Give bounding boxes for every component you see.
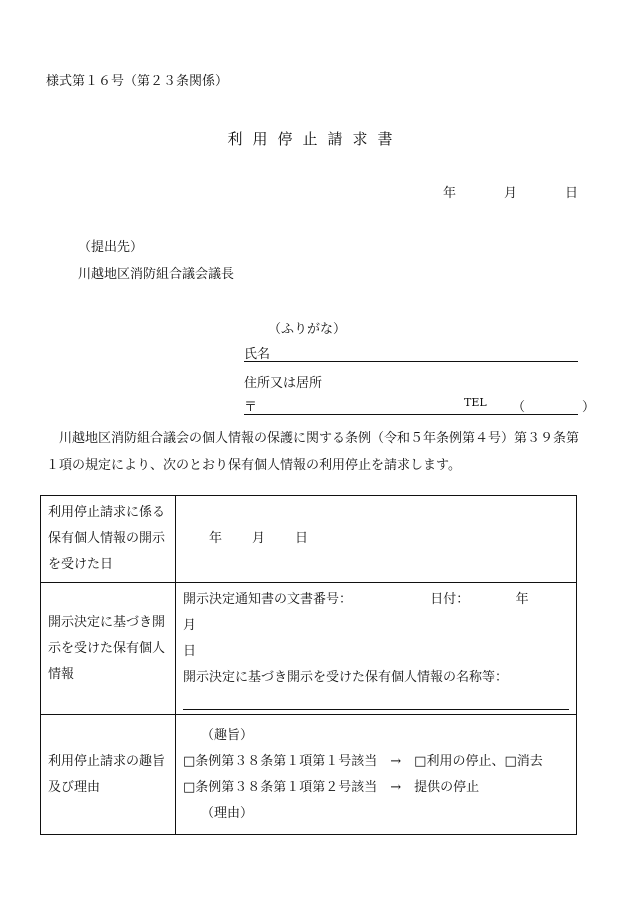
disclosed-info-label: 開示決定に基づき開示を受けた保有個人情報: [41, 583, 176, 715]
request-table: [40, 495, 577, 835]
name-label: 氏名: [244, 347, 271, 362]
purpose-label: （趣旨）: [201, 727, 254, 743]
row1-month: 月: [252, 531, 266, 546]
table-row: [41, 715, 577, 835]
table-row: [41, 583, 577, 715]
date-month-label: 月: [503, 186, 517, 201]
tel-label: TEL: [464, 396, 487, 409]
reason-label: （理由）: [201, 805, 254, 821]
request-statement: 川越地区消防組合議会の個人情報の保護に関する条例（令和５年条例第４号）第３９条第１項の規定により、次のとおり保有個人情報の利用停止を請求します。: [46, 431, 580, 473]
page-title: 利用停止請求書: [227, 130, 403, 148]
disclosure-date-field[interactable]: [176, 496, 577, 583]
option-2[interactable]: □条例第３８条第１項第２号該当 → 提供の停止: [183, 779, 480, 795]
recipient-name: 川越地区消防組合議会議長: [78, 267, 235, 282]
date-line: [443, 182, 578, 201]
row1-year: 年: [209, 531, 223, 546]
furigana-label: （ふりがな）: [268, 322, 347, 337]
name-field[interactable]: [244, 343, 578, 362]
row2-month: 月: [183, 618, 197, 633]
date-day-label: 日: [564, 186, 578, 201]
option-1[interactable]: □条例第３８条第１項第１号該当 → □利用の停止、□消去: [183, 753, 543, 769]
postal-mark: 〒: [244, 400, 258, 415]
purpose-reason-label: 利用停止請求の趣旨及び理由: [41, 715, 176, 835]
disclosure-date-label: 利用停止請求に係る保有個人情報の開示を受けた日: [41, 496, 176, 583]
tel-paren: （ ）: [512, 400, 618, 415]
doc-number-label: 開示決定通知書の文書番号：: [183, 592, 353, 607]
row2-day: 日: [183, 644, 197, 659]
address-field[interactable]: [244, 396, 618, 415]
row1-day: 日: [295, 531, 309, 546]
recipient-label: （提出先）: [78, 240, 144, 255]
info-name-line: [183, 695, 569, 710]
table-row: [41, 496, 577, 583]
address-label: 住所又は居所: [244, 376, 323, 391]
purpose-reason-field[interactable]: [176, 715, 577, 835]
info-name-label: 開示決定に基づき開示を受けた保有個人情報の名称等：: [183, 670, 509, 685]
date-year-label: 年: [442, 186, 456, 201]
row2-year: 年: [515, 592, 529, 607]
form-number: 様式第１６号（第２３条関係）: [46, 74, 229, 89]
date-label: 日付：: [430, 592, 470, 607]
disclosed-info-field[interactable]: [176, 583, 577, 715]
